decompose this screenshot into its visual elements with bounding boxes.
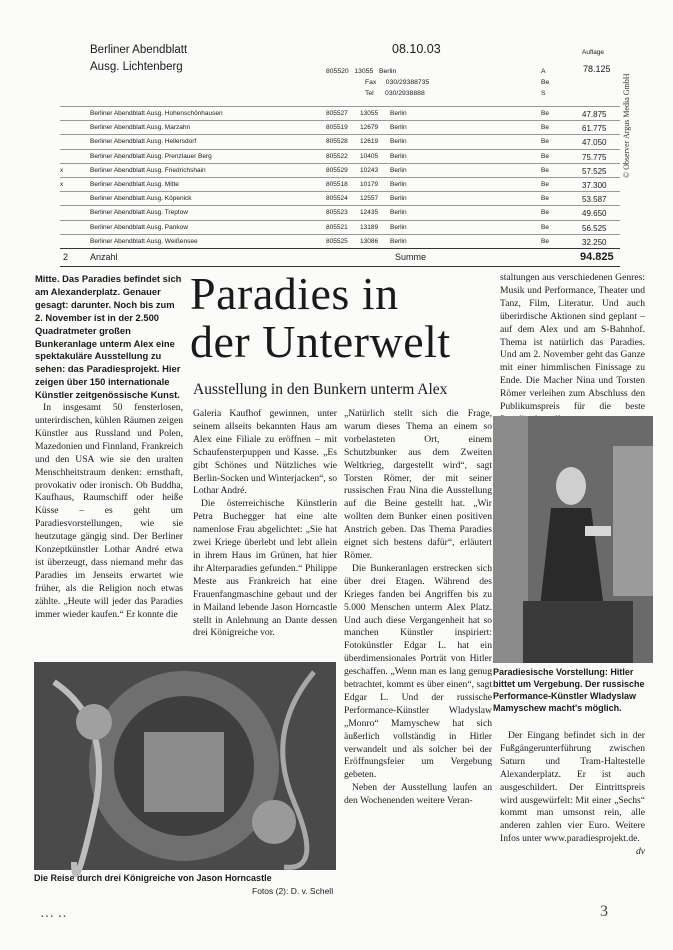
count-value: 2 [63,252,69,262]
edition-be: Be [541,181,549,188]
headline [190,270,451,366]
edition-auflage: 37.300 [582,181,607,190]
column-2 [193,408,337,660]
edition-be: Be [541,223,549,231]
edition-auflage: 49.650 [582,209,607,219]
main-city: Berlin [378,68,397,75]
edition-city: Berlin [390,152,407,160]
header-divider [60,266,620,267]
edition-auflage: 61.775 [582,124,607,134]
clip-date: 08.10.03 [392,42,441,56]
col2-paragraph-2: Die österreichische Künstlerin Petra Buchegger hat eine alte namenlose Frau abgelichtet: „Sie hat zwei Kriege überlebt und lebt allein in ihrem Haus im Grünen, hat hier ihr Alterparadies gefunden.“ Philippe Meste aus Frankreich hat eine Frauenfangmaschine gebaut und der in Mailand lebende Jason Horncastle stellt in Anlehnung an Dante dessen drei Königreiche vor. [193,498,337,639]
flag-be: Be [541,79,550,86]
edition-city: Berlin [390,181,407,188]
col1-paragraph-1: In insgesamt 50 fensterlosen, unterirdischen, kühlen Räumen zeigen Künstler aus Russland und Polen, Mazedonien und Finnland, Frankreich und den USA wie sie den uralten Menschheitstraum denken: ernsthaft, provokativ oder ironisch. Ob Buddha, Kaufhaus, Raumschiff oder heiße Küsse – es geht um Paradiesvorstellungen, wie sie heutzutage gängig sind. Der Berliner Konzeptkünstler Lothar André etwa ist überzeugt, dass niemand mehr das Paradies im Jenseits erwartet wie früher, als die Religion noch etwas zählte. „Heute will jeder das Paradies immer wieder kaufen.“ Er konnte die [35,402,183,620]
photo-artwork [34,662,336,870]
edition-name: Berliner Abendblatt Ausg. Prenzlauer Berg [90,152,212,160]
edition-plz: 12557 [360,195,379,203]
col2-paragraph-1: Galeria Kaufhof gewinnen, unter seinem allseits bekannten Haus am Alex eine Filiale zu eröffnen – mit Schaufensterpuppen und Kasse. „Es gibt Schönes und Nützliches wie Berlin-Socken und Winterjacken“, so Lothar André. [193,408,337,497]
main-code: 805520 [326,68,349,75]
col4-paragraph-1: staltungen aus verschiedenen Genres: Musik und Performance, Theater und Tanz, Film, Literatur. Und auch überirdische Aktionen sind geplant – auf dem Alex und am S-Bahnhof. Thema ist natürlich das Paradies. Und am 2. November geht das Ganze mit einer himmlischen Finissage zu Ende. Die Macher Nina und Torsten Römer verleihen zum Abschluss den Publikumspreis für die beste [500,272,645,413]
edition-code: 805527 [326,110,348,117]
subheadline: Ausstellung in den Bunkern unterm Alex [193,381,448,398]
photo-credit: Fotos (2): D. v. Schell [252,886,334,896]
column-1 [35,273,183,653]
edition-row [60,120,620,135]
fax-number: 030/29388735 [385,79,430,86]
edition-city: Berlin [390,237,407,245]
edition-be: Be [541,110,549,117]
edition-row [60,191,620,206]
edition-plz: 13055 [360,110,379,117]
edition-plz: 12435 [360,209,379,217]
tel-number: 030/2938888 [385,90,425,97]
edition-name: Berliner Abendblatt Ausg. Treptow [90,209,188,217]
edition-code: 805522 [326,152,348,160]
edition-be: Be [541,138,549,146]
edition-row [60,177,620,192]
main-edition-flags [541,66,549,99]
edition-name: Berliner Abendblatt Ausg. Weißensee [90,237,198,245]
edition-code: 805523 [326,209,348,217]
photo-performer [493,416,653,663]
edition-code: 805528 [326,138,348,146]
column-3 [344,408,492,938]
edition-be: Be [541,195,549,203]
edition-city: Berlin [390,209,407,217]
edition-auflage: 32.250 [582,237,607,247]
edition-row [60,149,620,164]
edition-row [60,106,620,121]
caption-performer: Paradiesische Vorstellung: Hitler bittet um Vergebung. Der russische Performance-Künstler Wladyslaw Mamyschew macht's möglich. [493,667,645,713]
count-label: Anzahl [90,252,118,262]
column-4-top [500,272,645,412]
edition-auflage: 75.775 [582,152,607,162]
edition-name: Berliner Abendblatt Ausg. Pankow [90,223,188,231]
edition-row [60,220,620,235]
edition-row [60,163,620,178]
edition-be: Be [541,209,549,217]
edition-auflage: 56.525 [582,223,607,233]
edition-city: Berlin [390,223,407,231]
edition-code: 805525 [326,237,348,245]
edition-name: Berliner Abendblatt Ausg. Mitte [90,181,179,188]
sum-label: Summe [395,252,427,262]
footer-left-mark: … ‥ [40,906,67,921]
caption-artwork: Die Reise durch drei Königreiche von Jason Horncastle [34,873,272,883]
edition-city: Berlin [390,138,407,146]
edition-code: 805524 [326,195,348,203]
edition-row [60,205,620,220]
col3-paragraph-2: Die Bunkeranlagen erstrecken sich über drei Etagen. Während des Krieges fanden bei Angriffen bis zu 5.000 Menschen unterm Alex Platz. Und auch diese Vergangenheit hat so manchen Künstler inspiriert: Fotokünstler Edgar L. hat ein überdimensionales Porträt von Hitler geschaffen. „Wenn man es lang genug betrachtet, kommt es über einen“, sagt Edgar L. Und der russische Performance-Künstler Wladyslaw „Monro“ Mamyschew hat sich äußerlich vollständig in Hitler verwandelt und als solcher bei der Eröffnungsfeier um Vergebung gebeten. [344,562,492,781]
edition-auflage: 57.525 [582,166,607,176]
edition-city: Berlin [390,110,407,117]
col3-paragraph-1: „Natürlich stellt sich die Frage, warum dieses Thema an einem so vorbelasteten Ort, einem Schutzbunker aus dem Zweiten Weltkrieg, dargestellt wird“, sagt Torsten Römer, der mit seiner russischen Frau Nina die Ausstellung auf die Beine gestellt hat. „Wir wollten dem Bunker einen positiven Anstrich geben. Das Thema Paradies eignet sich bestens dafür“, erläutert Römer. [344,408,492,561]
col4-paragraph-2: Der Eingang befindet sich in der Fußgängerunterführung zwischen Saturn und Tram-Haltestelle Alexanderplatz. Er ist auch ausgeschildert. Der Eintrittspreis wird ausgewürfelt: Mit einer „Sechs“ kommt man umsonst rein, alle anderen zahlen vier Euro. Weitere Infos unter www.paradiesprojekt.de. [500,730,645,845]
edition-plz: 12679 [360,124,379,132]
fax-label: Fax [365,79,377,86]
edition-be: Be [541,124,549,132]
main-plz: 13055 [354,68,374,75]
table-bottom-rule [60,248,620,249]
footer-page-mark: 3 [600,903,608,920]
edition-code: 805529 [326,166,348,174]
flag-s: S [541,90,546,97]
edition-code: 805519 [326,124,348,132]
edition-city: Berlin [390,195,407,203]
edition-be: Be [541,166,549,174]
edition-be: Be [541,152,549,160]
main-edition-info [326,66,429,99]
edition-name: Ausg. Lichtenberg [90,61,183,73]
lead-paragraph [35,273,183,402]
edition-plz: 13086 [360,237,379,245]
edition-plz: 10405 [360,152,379,160]
edition-plz: 13189 [360,223,379,231]
main-auflage: 78.125 [583,64,611,74]
column-4-bottom [500,730,645,930]
edition-row [60,234,620,249]
edition-name: Berliner Abendblatt Ausg. Hohenschönhausen [90,110,223,117]
edition-name: Berliner Abendblatt Ausg. Hellersdorf [90,138,197,146]
edition-be: Be [541,237,549,245]
publication-name: Berliner Abendblatt [90,44,188,56]
edition-code: 805521 [326,223,348,231]
edition-name: Berliner Abendblatt Ausg. Köpenick [90,195,192,203]
edition-code: 805518 [326,181,348,188]
edition-plz: 12619 [360,138,379,146]
edition-city: Berlin [390,124,407,132]
edition-auflage: 47.050 [582,138,607,148]
edition-row [60,134,620,149]
lead-dateline: Mitte. [35,273,60,284]
edition-auflage: 53.587 [582,195,607,205]
col3-paragraph-3: Neben der Ausstellung laufen an den Wochenenden weitere Veran- [344,782,492,807]
author-initials: dv [635,846,645,858]
headline-line-2: der Unterwelt [190,316,451,367]
sum-value: 94.825 [580,251,614,263]
auflage-label: Auflage [582,49,605,56]
copyright-stamp: © Observer Argus Media GmbH [622,73,631,178]
edition-plz: 10243 [360,166,379,174]
edition-auflage: 47.875 [582,110,607,119]
lead-text: Das Paradies befindet sich am Alexanderplatz. Genauer gesagt: darunter. Noch bis zum 2. November ist in der 2.500 Quadratmeter großen Bunkeranlage unterm Alex eine spektakuläre Ausstellung zu sehen: das Paradiesprojekt. Hier zeigen über 150 internationale Künstler zeitgenössische Kunst. [35,273,182,401]
tel-label: Tel [365,90,374,97]
edition-mark: x [60,166,64,174]
edition-name: Berliner Abendblatt Ausg. Friedrichshain [90,166,206,174]
headline-line-1: Paradies in [190,268,399,319]
edition-mark: x [60,181,64,188]
edition-city: Berlin [390,166,407,174]
edition-name: Berliner Abendblatt Ausg. Marzahn [90,124,191,132]
edition-plz: 10179 [360,181,379,188]
flag-a: A [541,68,546,75]
